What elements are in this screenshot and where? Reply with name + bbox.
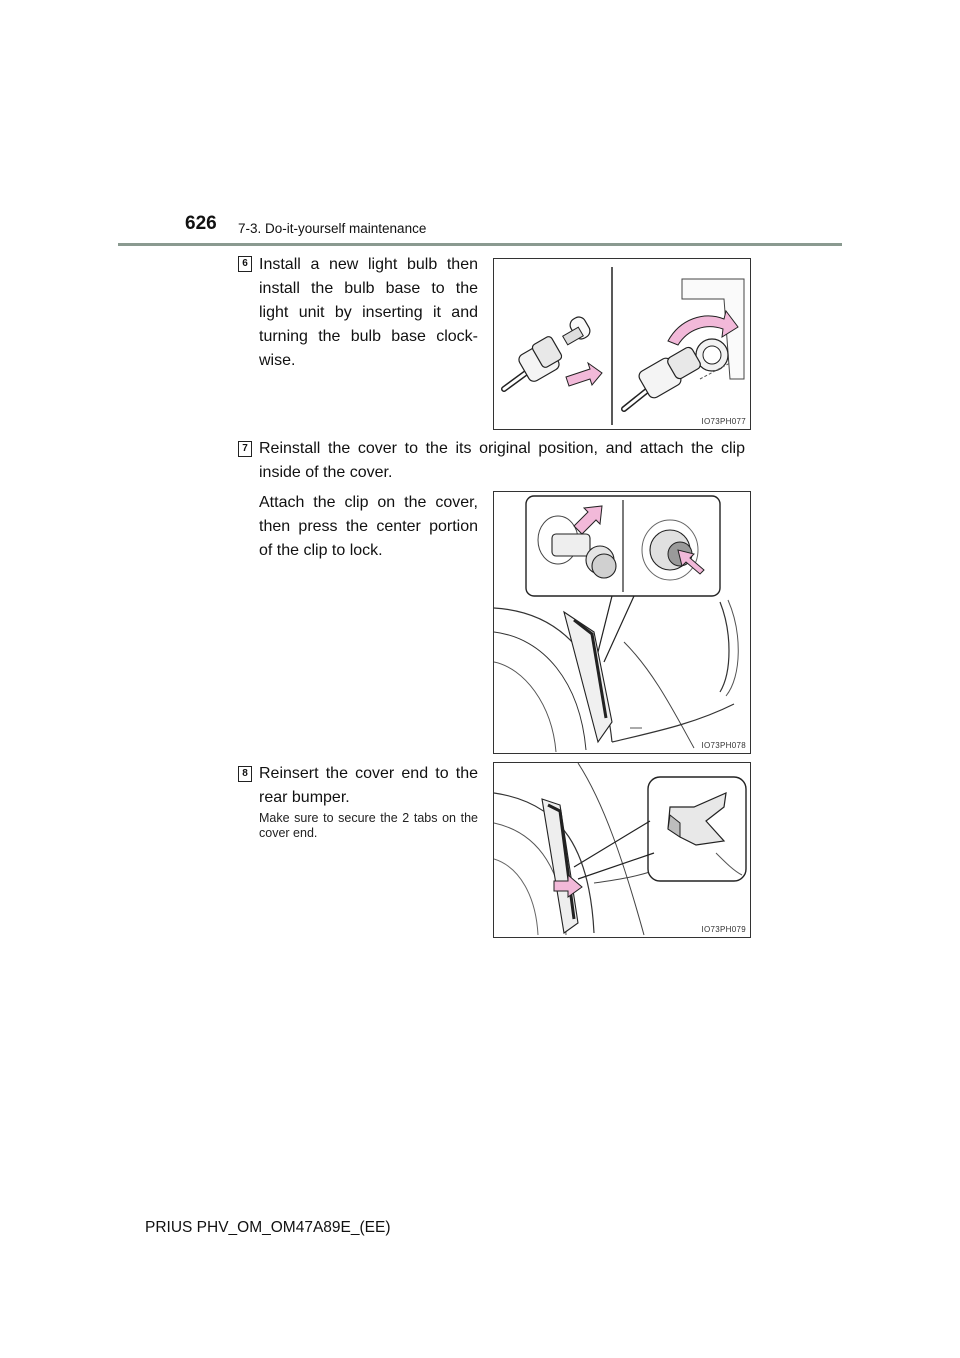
- figure-code: IO73PH077: [701, 417, 746, 426]
- step-6-badge: 6: [238, 256, 252, 272]
- header-rule: [118, 243, 842, 246]
- step-8-text: Reinsert the cover end to the rear bumper.: [259, 765, 478, 806]
- figure-code: IO73PH078: [701, 741, 746, 750]
- step-8-badge: 8: [238, 766, 252, 782]
- cover-end-illustration: [494, 763, 750, 937]
- figure-cover-end: [493, 762, 751, 938]
- step-7-text: Reinstall the cover to the its original position, and attach the clip inside of the cover.: [259, 440, 745, 481]
- clip-attach-illustration: [494, 492, 750, 753]
- figure-clip-attach: [493, 491, 751, 754]
- page-number: 626: [185, 213, 217, 234]
- bulb-install-illustration: [494, 259, 750, 429]
- step-8-note: Make sure to secure the 2 tabs on the cover end.: [259, 811, 478, 840]
- figure-bulb-install: [493, 258, 751, 430]
- document-code: PRIUS PHV_OM_OM47A89E_(EE): [145, 1219, 391, 1236]
- insert-arrow-icon: [566, 363, 602, 386]
- step-7-badge: 7: [238, 441, 252, 457]
- figure-code: IO73PH079: [701, 925, 746, 934]
- section-title: 7-3. Do-it-yourself maintenance: [238, 221, 427, 236]
- step-6-text: Install a new light bulb then install the bulb base to the light unit by inserting it and turning the bulb base clock-wise.: [259, 256, 478, 369]
- step-7-subtext: Attach the clip on the cover, then press the center portion of the clip to lock.: [259, 494, 478, 559]
